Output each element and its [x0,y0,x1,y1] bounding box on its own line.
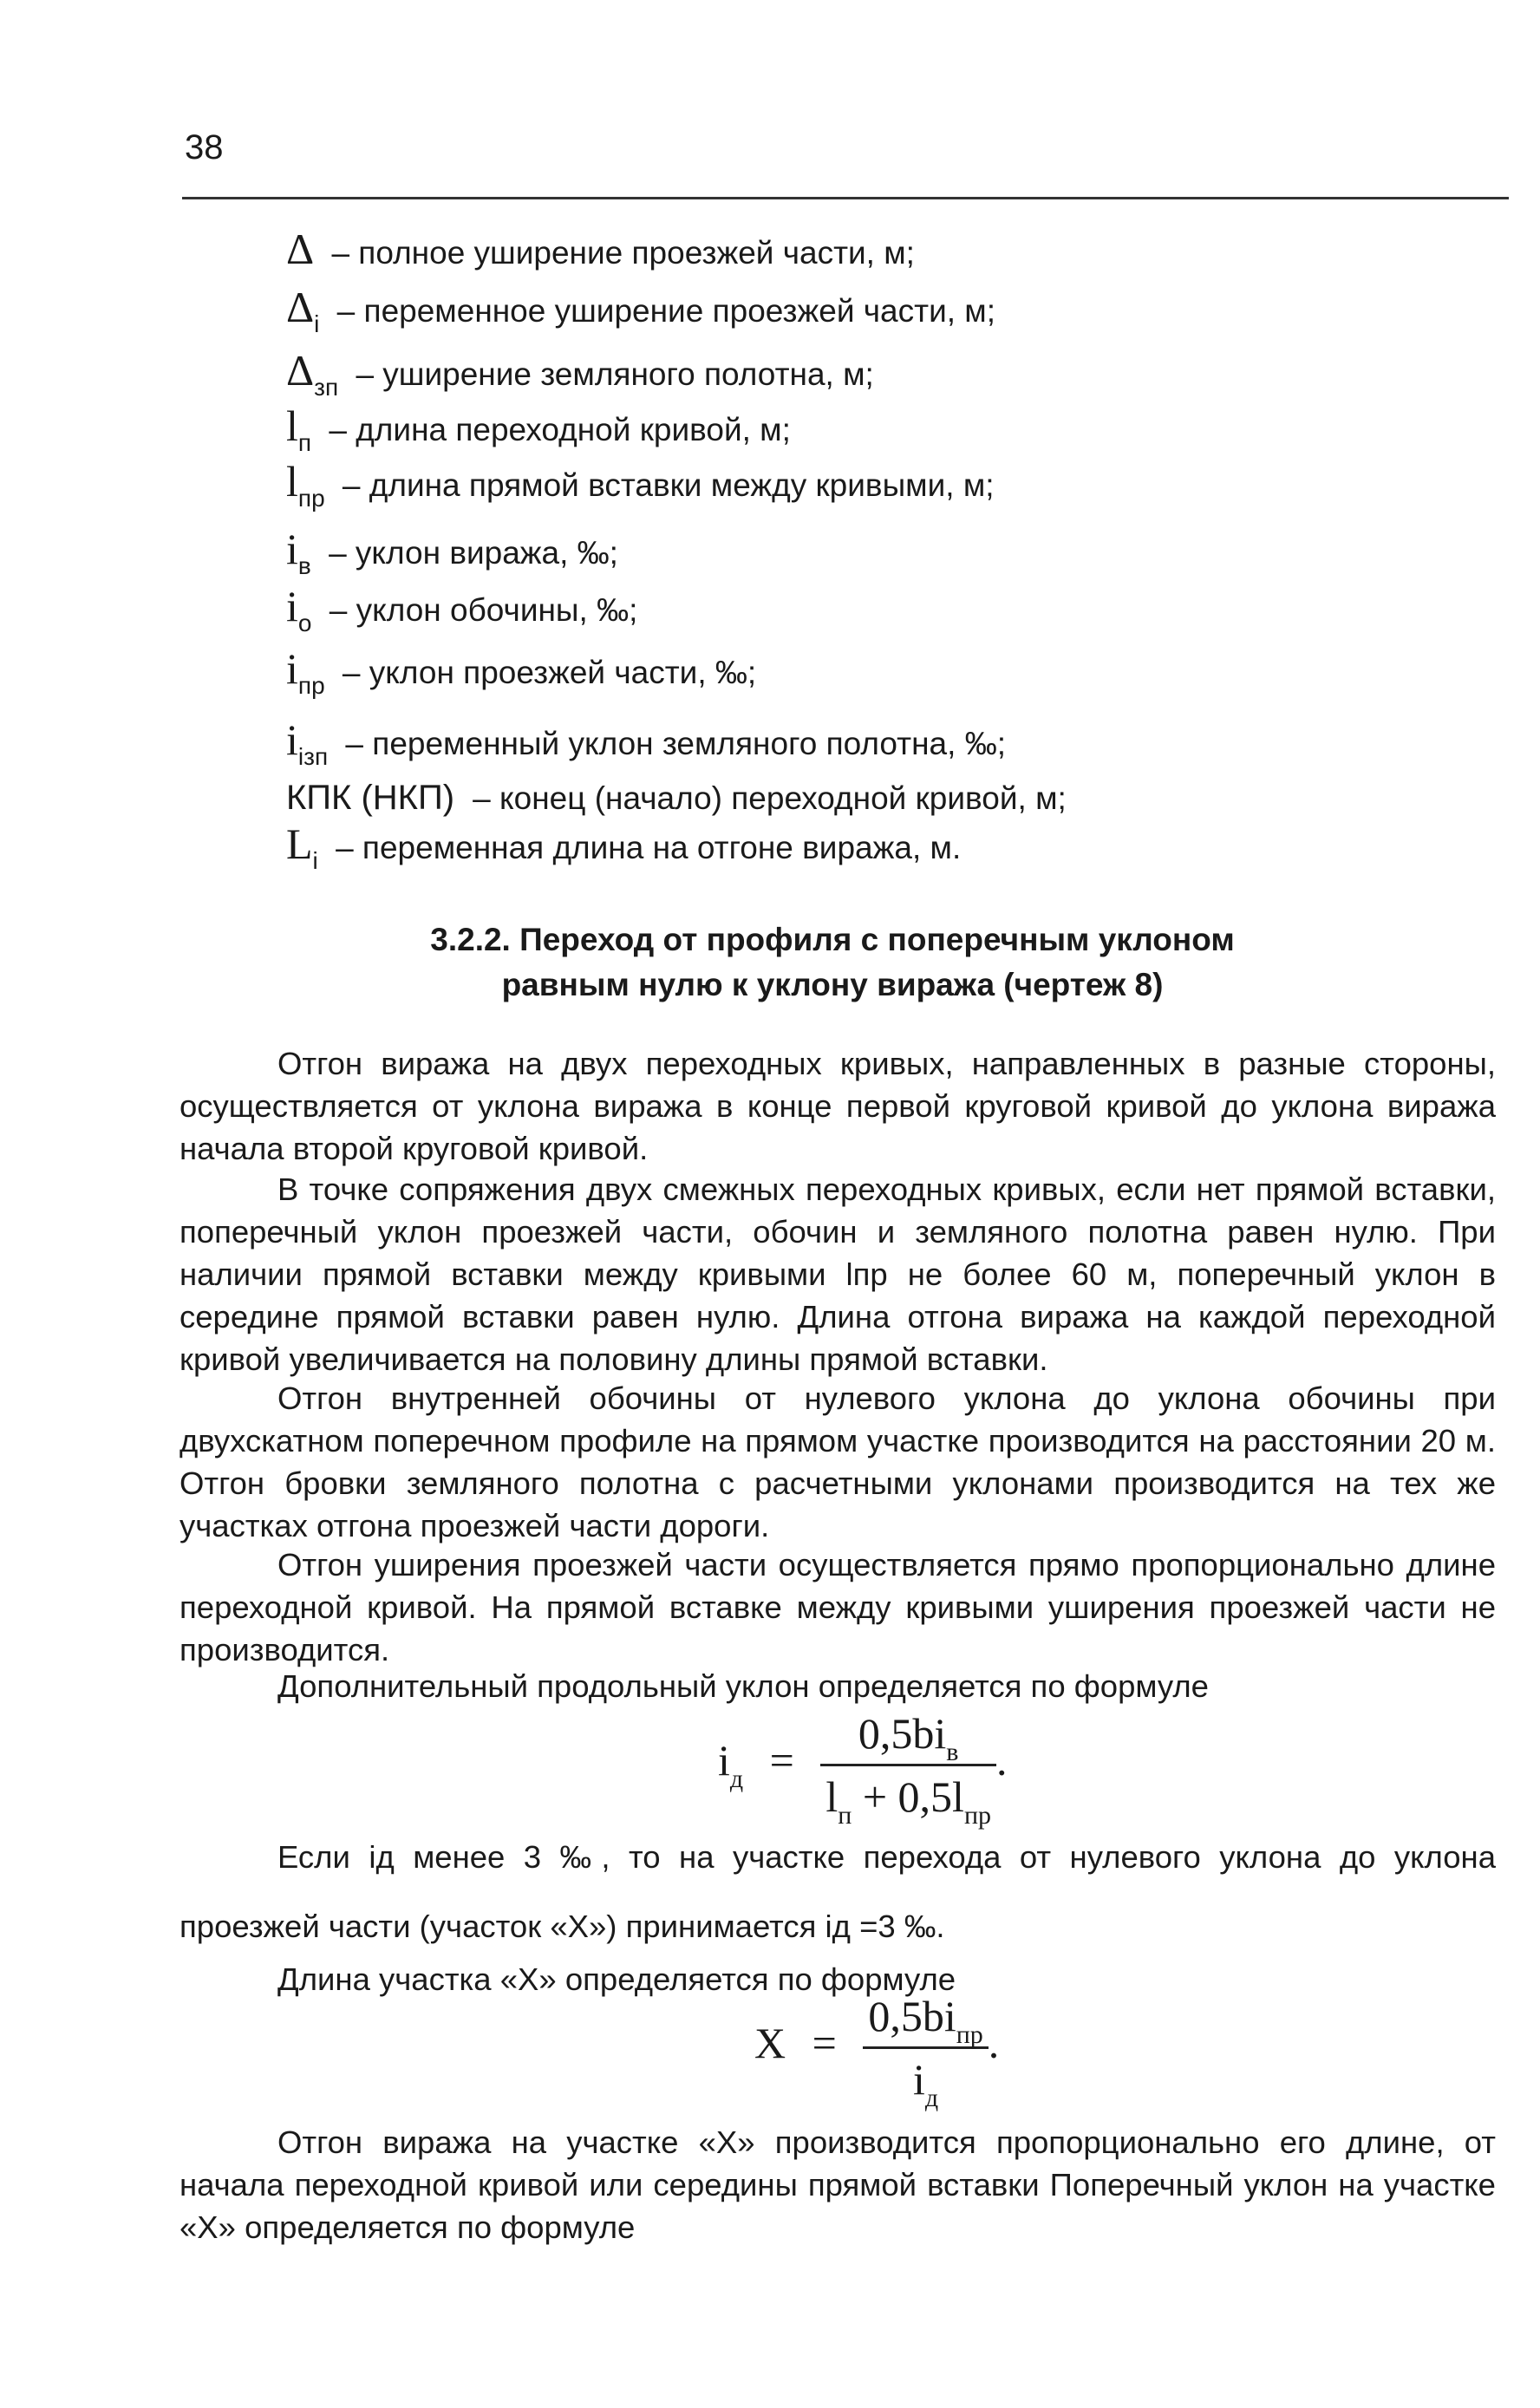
definition-text: – переменная длина на отгоне виража, м. [336,830,962,865]
paragraph [179,1823,1496,1961]
header-divider [182,197,1509,199]
formula-end-dot: . [996,1735,1008,1785]
paragraph [179,2121,1496,2248]
definition-subscript: о [297,610,312,636]
numerator-text: 0,5bi [858,1709,947,1758]
definition-subscript: в [297,552,311,579]
definition-text: – длина переходной кривой, м; [329,412,791,447]
definition-text: – полное уширение проезжей части, м; [331,235,915,271]
definition-symbol: i [286,582,298,630]
definition-symbol: L [286,819,313,868]
numerator-subscript: пр [956,2020,983,2049]
definition-subscript: iзп [297,743,329,770]
denominator-subscript: д [924,2084,939,2112]
formula-additional-grade [718,1708,1008,1830]
definition-text: – конец (начало) переходной кривой, м; [473,780,1067,816]
formula-lhs-subscript: д [729,1764,744,1793]
definition-item [286,224,915,274]
definition-text: – длина прямой вставки между кривыми, м; [342,467,995,503]
paragraph-text: Отгон внутренней обочины от нулевого уклона до уклона обочины при двухскатном поперечном профиле на прямом участке производится на расстоянии 20 м. Отгон бровки земляного полотна с расчетными уклонами производится на тех же участках отгона проезжей части дороги. [179,1380,1496,1543]
paragraph-text: Длина участка «Х» определяется по формуле [277,1961,956,1997]
formula-denominator [863,2049,988,2112]
definition-item [286,643,757,699]
numerator-subscript: в [946,1738,959,1766]
definition-item [286,524,618,579]
definition-symbol: КПК (НКП) [286,779,455,817]
section-heading-line2: равным нулю к уклону виража (чертеж 8) [501,967,1164,1002]
paragraph-text: Отгон виража на участке «Х» производится пропорционально его длине, от начала переходной кривой или середины прямой вставки Поперечный уклон на участке «Х» определяется по формуле [179,2124,1496,2245]
definition-text: – уклон проезжей части, ‰; [342,655,757,690]
formula-x-length [754,1991,1000,2112]
formula-fraction [820,1708,996,1830]
definition-item [286,456,995,512]
definition-item [286,345,874,401]
definition-subscript: i [312,847,318,874]
paragraph [179,1377,1496,1547]
definition-item [286,282,996,337]
definition-symbol: i [286,644,298,693]
denominator-term: i [912,2055,925,2104]
paragraph-text: Отгон уширения проезжей части осуществляется прямо пропорционально длине переходной кривой. На прямой вставке между кривыми уширения проезжей части не производится. [179,1547,1496,1667]
definition-symbol: l [286,401,298,450]
paragraph-text: В точке сопряжения двух смежных переходных кривых, если нет прямой вставки, поперечный уклон проезжей части, обочин и земляного полотна равен нулю. При наличии прямой вставки между кривыми lпр не более 60 м, поперечный уклон в середине прямой вставки равен нулю. Длина отгона виража на каждой переходной кривой увеличивается на половину длины прямой вставки. [179,1171,1496,1377]
definition-text: – переменное уширение проезжей части, м; [336,293,996,329]
formula-lhs: X [754,2018,786,2067]
formula-numerator [863,1991,988,2049]
formula-lhs: i [718,1735,730,1785]
section-heading-line1: 3.2.2. Переход от профиля с поперечным уклоном [430,922,1235,957]
paragraph-text: Дополнительный продольный уклон определяется по формуле [277,1668,1209,1704]
definition-symbol: i [286,715,298,764]
definition-subscript: пр [297,672,325,699]
denominator-term-b: + 0,5l [862,1772,964,1821]
definition-item [286,779,1067,818]
definition-text: – уклон обочины, ‰; [329,592,638,628]
definition-subscript: i [314,310,320,337]
definition-text: – уклон виража, ‰; [329,535,618,571]
formula-end-dot: . [988,2018,1000,2067]
formula-fraction [863,1991,988,2112]
formula-denominator [820,1766,996,1830]
definition-item [286,715,1006,770]
definition-item [286,581,638,636]
definition-item [286,819,962,874]
formula-numerator [820,1708,996,1766]
numerator-text: 0,5bi [868,1992,956,2040]
definition-subscript: зп [314,374,339,401]
section-heading [173,917,1491,1008]
definition-symbol: l [286,457,298,506]
paragraph [179,1168,1496,1380]
definition-subscript: пр [297,485,325,512]
paragraph-text: Отгон виража на двух переходных кривых, направленных в разные стороны, осуществляется от уклона виража в конце первой круговой кривой до уклона виража начала второй круговой кривой. [179,1046,1496,1166]
paragraph [179,1042,1496,1170]
definition-subscript: п [297,429,312,456]
definition-text: – уширение земляного полотна, м; [356,356,874,392]
formula-equals: = [769,1735,794,1785]
denominator-a-subscript: п [838,1801,852,1830]
page-number: 38 [185,128,224,166]
denominator-term-a: l [825,1772,839,1821]
denominator-b-subscript: пр [963,1801,991,1830]
paragraph [179,1543,1496,1671]
definition-item [286,401,791,456]
formula-equals: = [812,2018,837,2067]
paragraph [179,1665,1496,1707]
definition-symbol: Δ [286,283,315,331]
paragraph-text: Если iд менее 3 ‰, то на участке перехода от нулевого уклона до уклона проезжей части (участок «Х») принимается iд =3 ‰. [179,1839,1496,1944]
definition-text: – переменный уклон земляного полотна, ‰; [345,726,1006,761]
definition-symbol: Δ [286,346,315,395]
definition-symbol: Δ [286,225,315,273]
definition-symbol: i [286,525,298,573]
